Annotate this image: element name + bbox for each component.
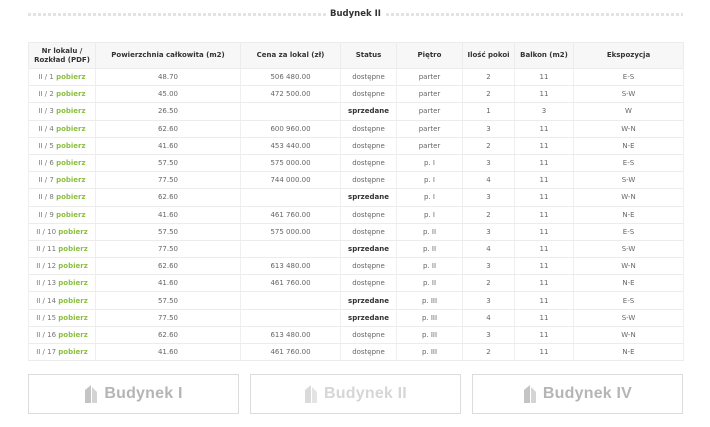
apartment-number: II / 4 (38, 124, 54, 133)
exposure-cell: S-W (574, 309, 684, 326)
floor-cell: p. III (397, 326, 463, 343)
apartment-number-cell (29, 189, 96, 206)
exposure-cell: N-E (574, 137, 684, 154)
status-cell: sprzedane (341, 189, 397, 206)
rooms-cell: 3 (463, 223, 515, 240)
download-pdf-link[interactable]: pobierz (56, 90, 86, 99)
column-header-price: Cena za lokal (zł) (241, 43, 341, 69)
apartment-number: II / 1 (38, 73, 54, 82)
download-pdf-link[interactable]: pobierz (58, 227, 88, 236)
table-row (29, 275, 684, 292)
status-cell: dostępne (341, 206, 397, 223)
balcony-cell: 3 (515, 103, 574, 120)
download-pdf-link[interactable]: pobierz (56, 107, 86, 116)
exposure-cell: E-S (574, 154, 684, 171)
floor-cell: p. III (397, 292, 463, 309)
download-pdf-link[interactable]: pobierz (56, 124, 86, 133)
table-row (29, 154, 684, 171)
price-cell (241, 103, 341, 120)
balcony-cell: 11 (515, 309, 574, 326)
download-pdf-link[interactable]: pobierz (58, 313, 88, 322)
balcony-cell: 11 (515, 206, 574, 223)
floor-cell: p. I (397, 172, 463, 189)
exposure-cell: W (574, 103, 684, 120)
area-cell: 57.50 (96, 223, 241, 240)
area-cell: 41.60 (96, 206, 241, 223)
rooms-cell: 3 (463, 292, 515, 309)
status-cell: dostępne (341, 172, 397, 189)
exposure-cell: S-W (574, 240, 684, 257)
rooms-cell: 2 (463, 69, 515, 86)
download-pdf-link[interactable]: pobierz (56, 193, 86, 202)
exposure-cell: S-W (574, 86, 684, 103)
floor-cell: p. I (397, 189, 463, 206)
table-row (29, 344, 684, 361)
area-cell: 62.60 (96, 120, 241, 137)
exposure-cell: W-N (574, 326, 684, 343)
balcony-cell: 11 (515, 344, 574, 361)
apartment-number: II / 16 (36, 330, 57, 339)
download-pdf-link[interactable]: pobierz (58, 348, 88, 357)
table-row (29, 172, 684, 189)
table-row (29, 206, 684, 223)
download-pdf-link[interactable]: pobierz (58, 262, 88, 271)
apartment-number: II / 10 (36, 227, 57, 236)
status-cell: dostępne (341, 154, 397, 171)
apartment-number-cell (29, 292, 96, 309)
column-header-nr: Nr lokalu / Rozkład (PDF) (29, 43, 96, 69)
column-header-status: Status (341, 43, 397, 69)
rooms-cell: 1 (463, 103, 515, 120)
balcony-cell: 11 (515, 223, 574, 240)
column-header-area: Powierzchnia całkowita (m2) (96, 43, 241, 69)
rooms-cell: 2 (463, 344, 515, 361)
rooms-cell: 2 (463, 275, 515, 292)
table-row (29, 189, 684, 206)
exposure-cell: E-S (574, 69, 684, 86)
area-cell: 77.50 (96, 309, 241, 326)
table-row (29, 103, 684, 120)
price-cell: 461 760.00 (241, 275, 341, 292)
area-cell: 48.70 (96, 69, 241, 86)
area-cell: 62.60 (96, 326, 241, 343)
building-switcher (28, 374, 683, 415)
building-button-label: Budynek II (324, 385, 407, 402)
apartment-number-cell (29, 344, 96, 361)
table-row (29, 69, 684, 86)
building-button-label: Budynek IV (542, 385, 633, 402)
download-pdf-link[interactable]: pobierz (56, 73, 86, 82)
price-cell: 472 500.00 (241, 86, 341, 103)
download-pdf-link[interactable]: pobierz (56, 210, 86, 219)
apartment-number: II / 2 (38, 90, 54, 99)
table-row (29, 86, 684, 103)
area-cell: 41.60 (96, 275, 241, 292)
table-row (29, 137, 684, 154)
building-button-1[interactable] (28, 374, 239, 414)
balcony-cell: 11 (515, 154, 574, 171)
download-pdf-link[interactable]: pobierz (56, 159, 86, 168)
apartment-number-cell (29, 86, 96, 103)
price-cell: 453 440.00 (241, 137, 341, 154)
balcony-cell: 11 (515, 120, 574, 137)
price-cell (241, 309, 341, 326)
exposure-cell: W-N (574, 189, 684, 206)
table-row (29, 309, 684, 326)
table-row (29, 258, 684, 275)
exposure-cell: S-W (574, 172, 684, 189)
balcony-cell: 11 (515, 240, 574, 257)
apartment-number-cell (29, 223, 96, 240)
rooms-cell: 3 (463, 326, 515, 343)
apartment-number-cell (29, 120, 96, 137)
balcony-cell: 11 (515, 258, 574, 275)
column-header-floor: Piętro (397, 43, 463, 69)
rooms-cell: 4 (463, 240, 515, 257)
balcony-cell: 11 (515, 275, 574, 292)
area-cell: 45.00 (96, 86, 241, 103)
apartment-number: II / 14 (36, 296, 57, 305)
area-cell: 57.50 (96, 154, 241, 171)
floor-cell: p. III (397, 309, 463, 326)
apartment-number: II / 5 (38, 141, 54, 150)
table-row (29, 120, 684, 137)
price-cell (241, 292, 341, 309)
exposure-cell: W-N (574, 258, 684, 275)
table-row (29, 240, 684, 257)
rooms-cell: 4 (463, 172, 515, 189)
price-cell: 575 000.00 (241, 223, 341, 240)
apartment-number: II / 11 (36, 244, 57, 253)
rooms-cell: 3 (463, 154, 515, 171)
status-cell: dostępne (341, 326, 397, 343)
table-header-row (29, 43, 684, 69)
apartment-number-cell (29, 275, 96, 292)
area-cell: 62.60 (96, 189, 241, 206)
exposure-cell: N-E (574, 206, 684, 223)
exposure-cell: E-S (574, 223, 684, 240)
apartment-number: II / 12 (36, 262, 57, 271)
building-button-label: Budynek I (104, 385, 183, 402)
status-cell: dostępne (341, 137, 397, 154)
balcony-cell: 11 (515, 137, 574, 154)
price-cell: 506 480.00 (241, 69, 341, 86)
balcony-cell: 11 (515, 189, 574, 206)
apartment-number-cell (29, 103, 96, 120)
apartment-number-cell (29, 69, 96, 86)
exposure-cell: E-S (574, 292, 684, 309)
building-button-4[interactable] (472, 374, 683, 414)
section-header (28, 6, 683, 22)
status-cell: dostępne (341, 258, 397, 275)
download-pdf-link[interactable]: pobierz (56, 141, 86, 150)
status-cell: sprzedane (341, 292, 397, 309)
floor-cell: p. II (397, 258, 463, 275)
rooms-cell: 3 (463, 189, 515, 206)
column-header-exposure: Ekspozycja (574, 43, 684, 69)
apartment-number: II / 8 (38, 193, 54, 202)
status-cell: dostępne (341, 344, 397, 361)
floor-cell: parter (397, 86, 463, 103)
building-logo-icon (304, 384, 318, 404)
floor-cell: p. II (397, 275, 463, 292)
download-pdf-link[interactable]: pobierz (58, 296, 88, 305)
page-title: Budynek II (28, 6, 683, 22)
status-cell: dostępne (341, 223, 397, 240)
apartment-number-cell (29, 172, 96, 189)
area-cell: 57.50 (96, 292, 241, 309)
rooms-cell: 2 (463, 137, 515, 154)
status-cell: dostępne (341, 86, 397, 103)
floor-cell: p. I (397, 154, 463, 171)
price-cell: 744 000.00 (241, 172, 341, 189)
exposure-cell: N-E (574, 344, 684, 361)
status-cell: sprzedane (341, 240, 397, 257)
floor-cell: p. III (397, 344, 463, 361)
price-cell (241, 189, 341, 206)
price-cell: 613 480.00 (241, 326, 341, 343)
table-row (29, 292, 684, 309)
rooms-cell: 2 (463, 206, 515, 223)
table-row (29, 326, 684, 343)
apartment-number-cell (29, 309, 96, 326)
rooms-cell: 3 (463, 120, 515, 137)
floor-cell: p. II (397, 240, 463, 257)
balcony-cell: 11 (515, 86, 574, 103)
status-cell: dostępne (341, 120, 397, 137)
apartment-number: II / 13 (36, 279, 57, 288)
area-cell: 41.60 (96, 137, 241, 154)
apartment-number-cell (29, 326, 96, 343)
download-pdf-link[interactable]: pobierz (56, 176, 86, 185)
price-cell: 600 960.00 (241, 120, 341, 137)
price-cell: 461 760.00 (241, 344, 341, 361)
rooms-cell: 2 (463, 86, 515, 103)
floor-cell: parter (397, 120, 463, 137)
area-cell: 62.60 (96, 258, 241, 275)
exposure-cell: N-E (574, 275, 684, 292)
exposure-cell: W-N (574, 120, 684, 137)
column-header-balcony: Balkon (m2) (515, 43, 574, 69)
status-cell: sprzedane (341, 309, 397, 326)
apartment-number-cell (29, 240, 96, 257)
apartment-number-cell (29, 206, 96, 223)
apartment-number-cell (29, 137, 96, 154)
download-pdf-link[interactable]: pobierz (58, 279, 88, 288)
building-button-2[interactable] (250, 374, 461, 414)
area-cell: 77.50 (96, 240, 241, 257)
apartment-number: II / 15 (36, 313, 57, 322)
status-cell: dostępne (341, 69, 397, 86)
building-logo-icon (84, 384, 98, 404)
status-cell: sprzedane (341, 103, 397, 120)
area-cell: 77.50 (96, 172, 241, 189)
apartment-number: II / 9 (38, 210, 54, 219)
building-logo-icon (523, 384, 537, 404)
area-cell: 26.50 (96, 103, 241, 120)
area-cell: 41.60 (96, 344, 241, 361)
floor-cell: p. II (397, 223, 463, 240)
price-cell: 575 000.00 (241, 154, 341, 171)
rooms-cell: 3 (463, 258, 515, 275)
floor-cell: parter (397, 69, 463, 86)
price-cell: 613 480.00 (241, 258, 341, 275)
floor-cell: p. I (397, 206, 463, 223)
rooms-cell: 4 (463, 309, 515, 326)
apartment-number: II / 6 (38, 159, 54, 168)
apartment-number: II / 17 (36, 348, 57, 357)
apartment-number: II / 3 (38, 107, 54, 116)
price-cell: 461 760.00 (241, 206, 341, 223)
column-header-rooms: Ilość pokoi (463, 43, 515, 69)
apartment-number-cell (29, 258, 96, 275)
table-row (29, 223, 684, 240)
balcony-cell: 11 (515, 292, 574, 309)
balcony-cell: 11 (515, 69, 574, 86)
floor-cell: parter (397, 137, 463, 154)
download-pdf-link[interactable]: pobierz (58, 244, 88, 253)
price-cell (241, 240, 341, 257)
balcony-cell: 11 (515, 326, 574, 343)
apartment-number: II / 7 (38, 176, 54, 185)
apartments-table (28, 42, 684, 361)
floor-cell: parter (397, 103, 463, 120)
download-pdf-link[interactable]: pobierz (58, 330, 88, 339)
apartment-number-cell (29, 154, 96, 171)
status-cell: dostępne (341, 275, 397, 292)
balcony-cell: 11 (515, 172, 574, 189)
